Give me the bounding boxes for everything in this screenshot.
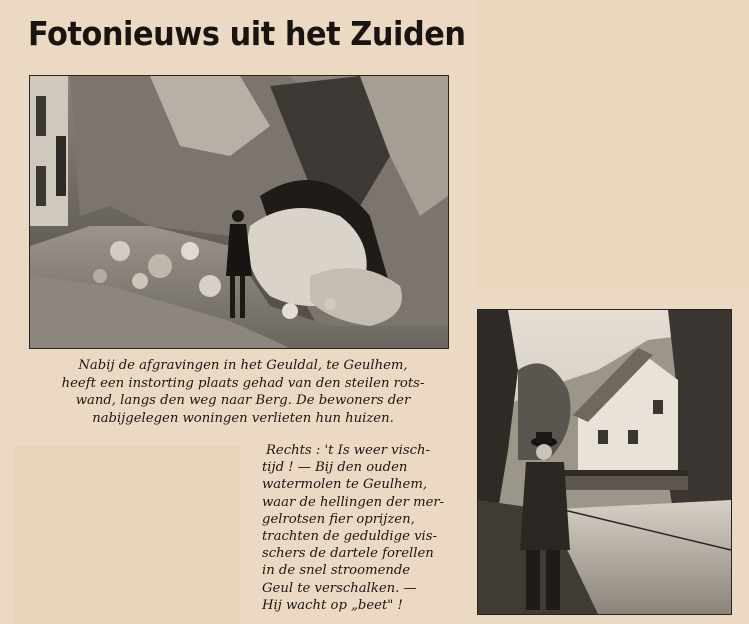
caption-line: heeft een instorting plaats gehad van den steilen rots- <box>61 375 425 391</box>
caption-line: wand, langs den weg naar Berg. De bewoners der <box>75 393 411 408</box>
caption-line: in de snel stroomende <box>262 563 411 579</box>
blank-area <box>14 446 240 624</box>
caption-line: tijd ! — Bij den ouden <box>262 460 408 476</box>
right-photo-caption <box>262 442 458 614</box>
caption-line: trachten de geduldige vis- <box>262 529 437 545</box>
caption-line: gelrotsen fier oprijzen, <box>262 511 415 527</box>
caption-line: Rechts : 't Is weer visch- <box>266 443 430 458</box>
caption-line: watermolen te Geulhem, <box>262 477 428 493</box>
caption-line: Hij wacht op „beet" ! <box>262 597 403 613</box>
blank-area <box>476 0 749 290</box>
caption-line: Nabij de afgravingen in het Geuldal, te Geulhem, <box>78 358 408 373</box>
page-headline: Fotonieuws uit het Zuiden <box>28 14 466 53</box>
rockfall-photo <box>29 75 449 349</box>
caption-line: Geul te verschalken. — <box>262 580 417 596</box>
caption-line: waar de hellingen der mer- <box>262 494 445 510</box>
fisherman-photo <box>477 309 732 615</box>
caption-line: nabijgelegen woningen verlieten hun huizen. <box>92 410 394 426</box>
main-photo-caption <box>28 357 458 427</box>
caption-line: schers de dartele forellen <box>262 546 434 562</box>
